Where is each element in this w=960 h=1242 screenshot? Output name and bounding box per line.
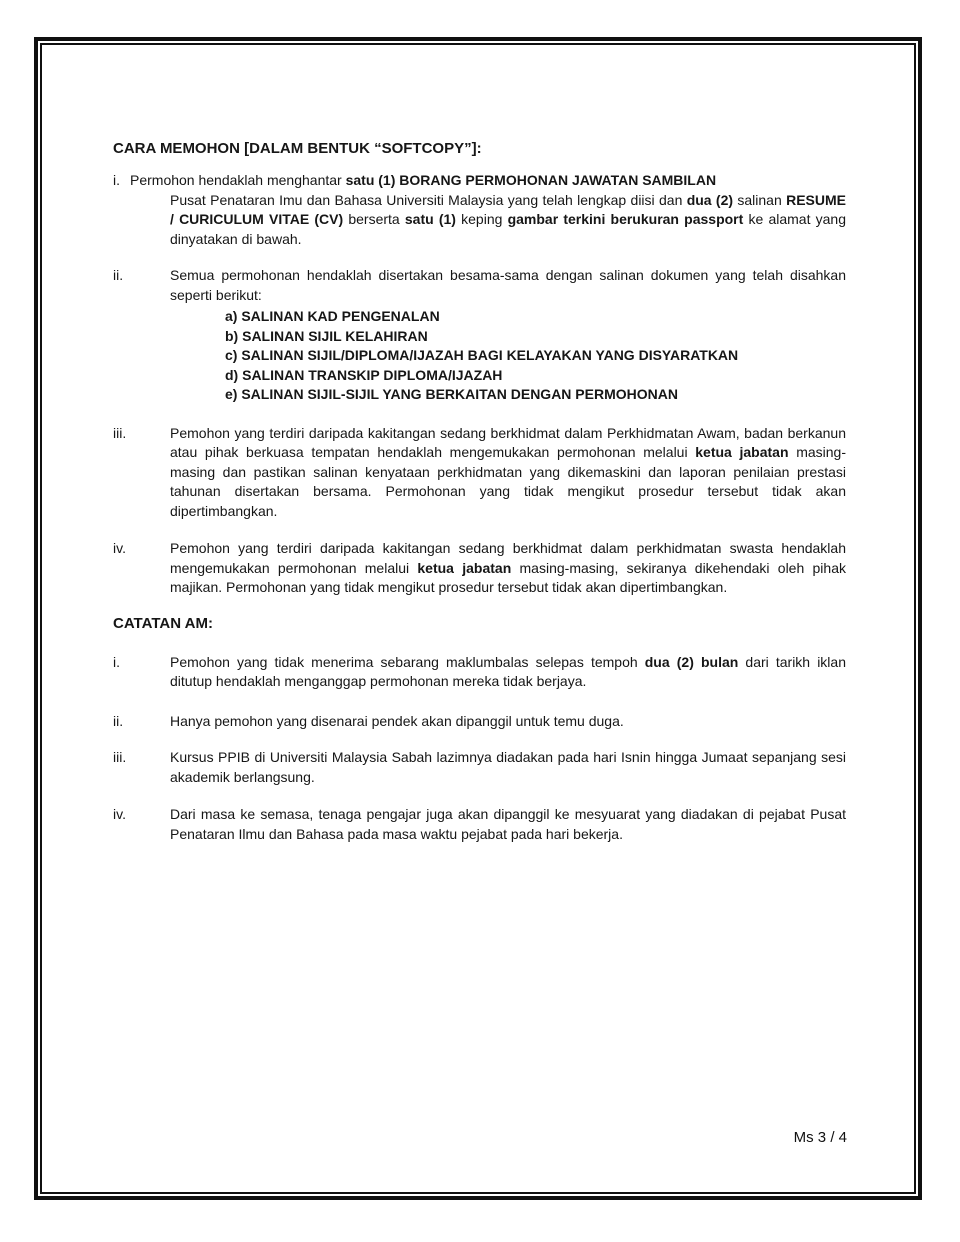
paragraph-text: Hanya pemohon yang disenarai pendek akan dipanggil untuk temu duga. [170,712,624,729]
sub-list-item: a) SALINAN KAD PENGENALAN [225,308,440,324]
list-item-catatan-ii [113,712,846,732]
paragraph-text: Pemohon yang terdiri daripada kakitangan sedang berkhidmat dalam Perkhidmatan Awam, badan berkanun atau pihak berkuasa tempatan hendaklah mengemukakan permohonan melalui ketua jabatan masing-masing dan pastikan salinan kenyataan perkhidmatan yang dikemaskini dan laporan penilaian prestasi tahunan disertakan bersama. Permohonan yang tidak mengikut prosedur tersebut tidak akan dipertimbangkan. [170,424,846,519]
paragraph-text: Semua permohonan hendaklah disertakan besama-sama dengan salinan dokumen yang telah disahkan seperti berikut: [170,267,846,303]
paragraph-text: Pusat Penataran Imu dan Bahasa Universiti Malaysia yang telah lengkap diisi dan dua (2) salinan RESUME / CURICULUM VITAE (CV) berserta satu (1) keping gambar terkini berukuran passport ke alamat yang dinyatakan di bawah. [170,191,846,247]
list-item-cara-i [113,171,846,249]
paragraph-first-line [113,171,846,191]
paragraph-text: Kursus PPIB di Universiti Malaysia Sabah lazimnya diadakan pada hari Isnin hingga Jumaat sepanjang sesi akademik berlangsung. [170,749,846,785]
list-marker: i. [113,653,120,670]
list-marker: i. [113,172,120,188]
list-item-cara-iv [113,539,846,598]
paragraph-text: Permohon hendaklah menghantar satu (1) BORANG PERMOHONAN JAWATAN SAMBILAN [130,172,717,188]
list-item-catatan-iv [113,805,846,844]
list-marker: iv. [113,540,126,556]
list-marker: ii. [113,267,124,283]
sub-list-item: e) SALINAN SIJIL-SIJIL YANG BERKAITAN DENGAN PERMOHONAN [225,386,678,402]
paragraph-body [170,266,846,405]
list-marker: iii. [113,749,127,765]
list-item-catatan-iii [113,748,846,787]
list-marker: ii. [113,712,124,729]
list-item-catatan-i [113,653,846,692]
paragraph-text: Pemohon yang terdiri daripada kakitangan sedang berkhidmat dalam perkhidmatan swasta hendaklah mengemukakan permohonan melalui ketua jabatan masing-masing, sekiranya dikehendaki oleh pihak majikan. Permohonan yang tidak mengikut prosedur tersebut tidak akan dipertimbangkan. [170,540,846,595]
paragraph-text: Pemohon yang tidak menerima sebarang maklumbalas selepas tempoh dua (2) bulan dari tarikh iklan ditutup hendaklah menganggap permohonan mereka tidak berjaya. [170,653,846,689]
list-item-cara-ii [113,266,846,405]
page-border-inner [40,43,916,1194]
page-number: Ms 3 / 4 [793,1129,847,1146]
list-marker: iv. [113,806,126,822]
list-marker: iii. [113,424,127,441]
sub-list-item: c) SALINAN SIJIL/DIPLOMA/IJAZAH BAGI KELAYAKAN YANG DISYARATKAN [225,347,739,363]
document-content [113,139,846,844]
section-heading-catatan-am: CATATAN AM: [113,614,213,632]
paragraph-text: Dari masa ke semasa, tenaga pengajar juga akan dipanggil ke mesyuarat yang diadakan di pejabat Pusat Penataran Ilmu dan Bahasa pada masa waktu pejabat pada hari bekerja. [170,806,846,842]
section-heading-cara-memohon: CARA MEMOHON [DALAM BENTUK “SOFTCOPY”]: [113,140,482,157]
page-border-outer [34,37,922,1200]
sub-list-item: b) SALINAN SIJIL KELAHIRAN [225,327,428,344]
document-sublist [225,307,846,405]
list-item-cara-iii [113,424,846,522]
sub-list-item: d) SALINAN TRANSKIP DIPLOMA/IJAZAH [225,366,503,383]
